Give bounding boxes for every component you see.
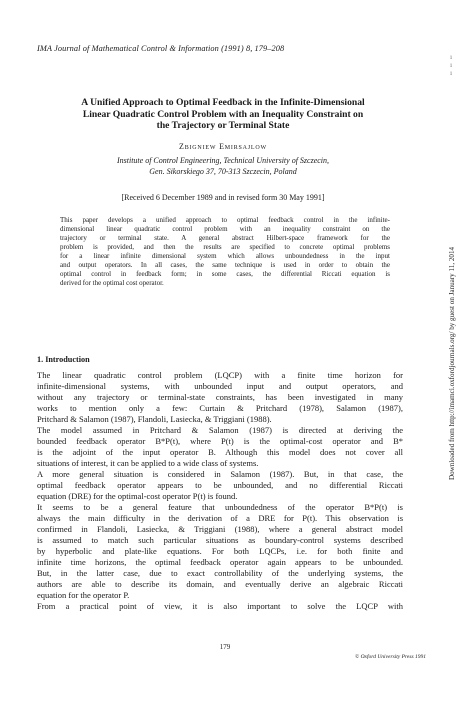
- body-line: infinite-dimensional systems, with unbounded input and output operators, and: [37, 381, 403, 391]
- body-line: works to mention only a few: Curtain & Pritchard (1978), Salamon (1987),: [37, 403, 403, 413]
- body-line: is the adjoint of the input operator B. Although this model does not cover all: [37, 447, 403, 457]
- title-line: Linear Quadratic Control Problem with an Inequality Constraint on: [82, 108, 364, 120]
- margin-marks: [448, 55, 454, 79]
- abstract: [60, 216, 390, 288]
- download-watermark: Downloaded from http://imamci.oxfordjournals.org/ by guest on January 11, 2014: [448, 246, 456, 480]
- body-line: The linear quadratic control problem (LQCP) with a finite time horizon for: [37, 370, 403, 380]
- margin-mark: 1: [449, 64, 453, 69]
- body-line: bounded feedback operator B*P(t), where P(t) is the optimal-cost operator and B*: [37, 436, 403, 446]
- author-name: Zbigniew Emirsajlow: [179, 142, 267, 151]
- body-line: equation for the operator P.: [37, 590, 130, 600]
- author-affiliation: [40, 155, 406, 177]
- body-line: equation (DRE) for the optimal-cost operator P(t) is found.: [37, 491, 238, 501]
- body-line: authors are able to describe its domain, and eventually derive an algebraic Riccati: [37, 579, 403, 589]
- article-title: [30, 97, 416, 132]
- title-line: A Unified Approach to Optimal Feedback in the Infinite-Dimensional: [81, 97, 365, 108]
- affiliation-line: Gen. Sikorskiego 37, 70-313 Szczecin, Poland: [149, 167, 297, 176]
- received-dates: [Received 6 December 1989 and in revised form 30 May 1991]: [121, 193, 325, 202]
- body-line: optimal feedback operator appears to be unbounded, and no differential Riccati: [37, 480, 403, 490]
- margin-mark: 1: [449, 72, 453, 77]
- title-line: the Trajectory or Terminal State: [156, 120, 290, 131]
- copyright-notice: © Oxford University Press 1991: [355, 654, 426, 660]
- body-line: without any trajectory or terminal-state constraints, has been investigated in many: [37, 392, 403, 402]
- journal-citation: IMA Journal of Mathematical Control & Information (1991) 8, 179–208: [37, 44, 285, 53]
- body-line: situations of interest, it can be applied to a wide class of systems.: [37, 458, 259, 468]
- abstract-line: derived for the optimal cost operator.: [60, 279, 164, 287]
- abstract-line: trajectory or terminal state. A general abstract Hilbert-space framework for the: [60, 234, 390, 242]
- section-heading: 1. Introduction: [37, 355, 90, 364]
- body-line: infinite time horizons, the optimal feedback operator again appears to be unbounded.: [37, 557, 403, 567]
- body-line: always the main difficulty in the derivation of a DRE for P(t). This observation is: [37, 513, 403, 523]
- section-body: [37, 370, 403, 612]
- body-line: A more general situation is considered in Salamon (1987). But, in that case, the: [37, 469, 403, 479]
- body-line: From a practical point of view, it is also important to solve the LQCP with: [37, 601, 403, 611]
- body-line: It seems to be a general feature that unboundedness of the operator B*P(t) is: [37, 502, 403, 512]
- body-line: confirmed in Flandoli, Lasiecka, & Triggiani (1988), where a general abstract model: [37, 524, 403, 534]
- body-line: by hyperbolic and plate-like equations. For both LQCPs, i.e. for both finite and: [37, 546, 403, 556]
- abstract-line: This paper develops a unified approach to optimal feedback control in the infinite-: [60, 216, 390, 224]
- body-line: is assumed to match such particular situations as boundary-control systems described: [37, 535, 403, 545]
- abstract-line: problem is provided, and then the results are specified to concrete optimal problems: [60, 243, 390, 251]
- body-line: Pritchard & Salamon (1987), Flandoli, Lasiecka, & Triggiani (1988).: [37, 414, 272, 424]
- page-number: 179: [219, 643, 231, 651]
- affiliation-line: Institute of Control Engineering, Technical University of Szczecin,: [116, 156, 330, 165]
- margin-mark: 1: [449, 56, 453, 61]
- abstract-line: for a linear infinite dimensional system which allows unboundedness in the input: [60, 252, 390, 260]
- abstract-line: and output operators. In all cases, the same technique is used in order to obtain the: [60, 261, 390, 269]
- body-line: The model assumed in Pritchard & Salamon (1987) is directed at deriving the: [37, 425, 403, 435]
- abstract-line: optimal control in feedback form; in some cases, the differential Riccati equation is: [60, 270, 390, 278]
- abstract-line: dimensional linear quadratic control problem with an inequality constraint on the: [60, 225, 390, 233]
- body-line: But, in the latter case, due to exact controllability of the underlying systems, the: [37, 568, 403, 578]
